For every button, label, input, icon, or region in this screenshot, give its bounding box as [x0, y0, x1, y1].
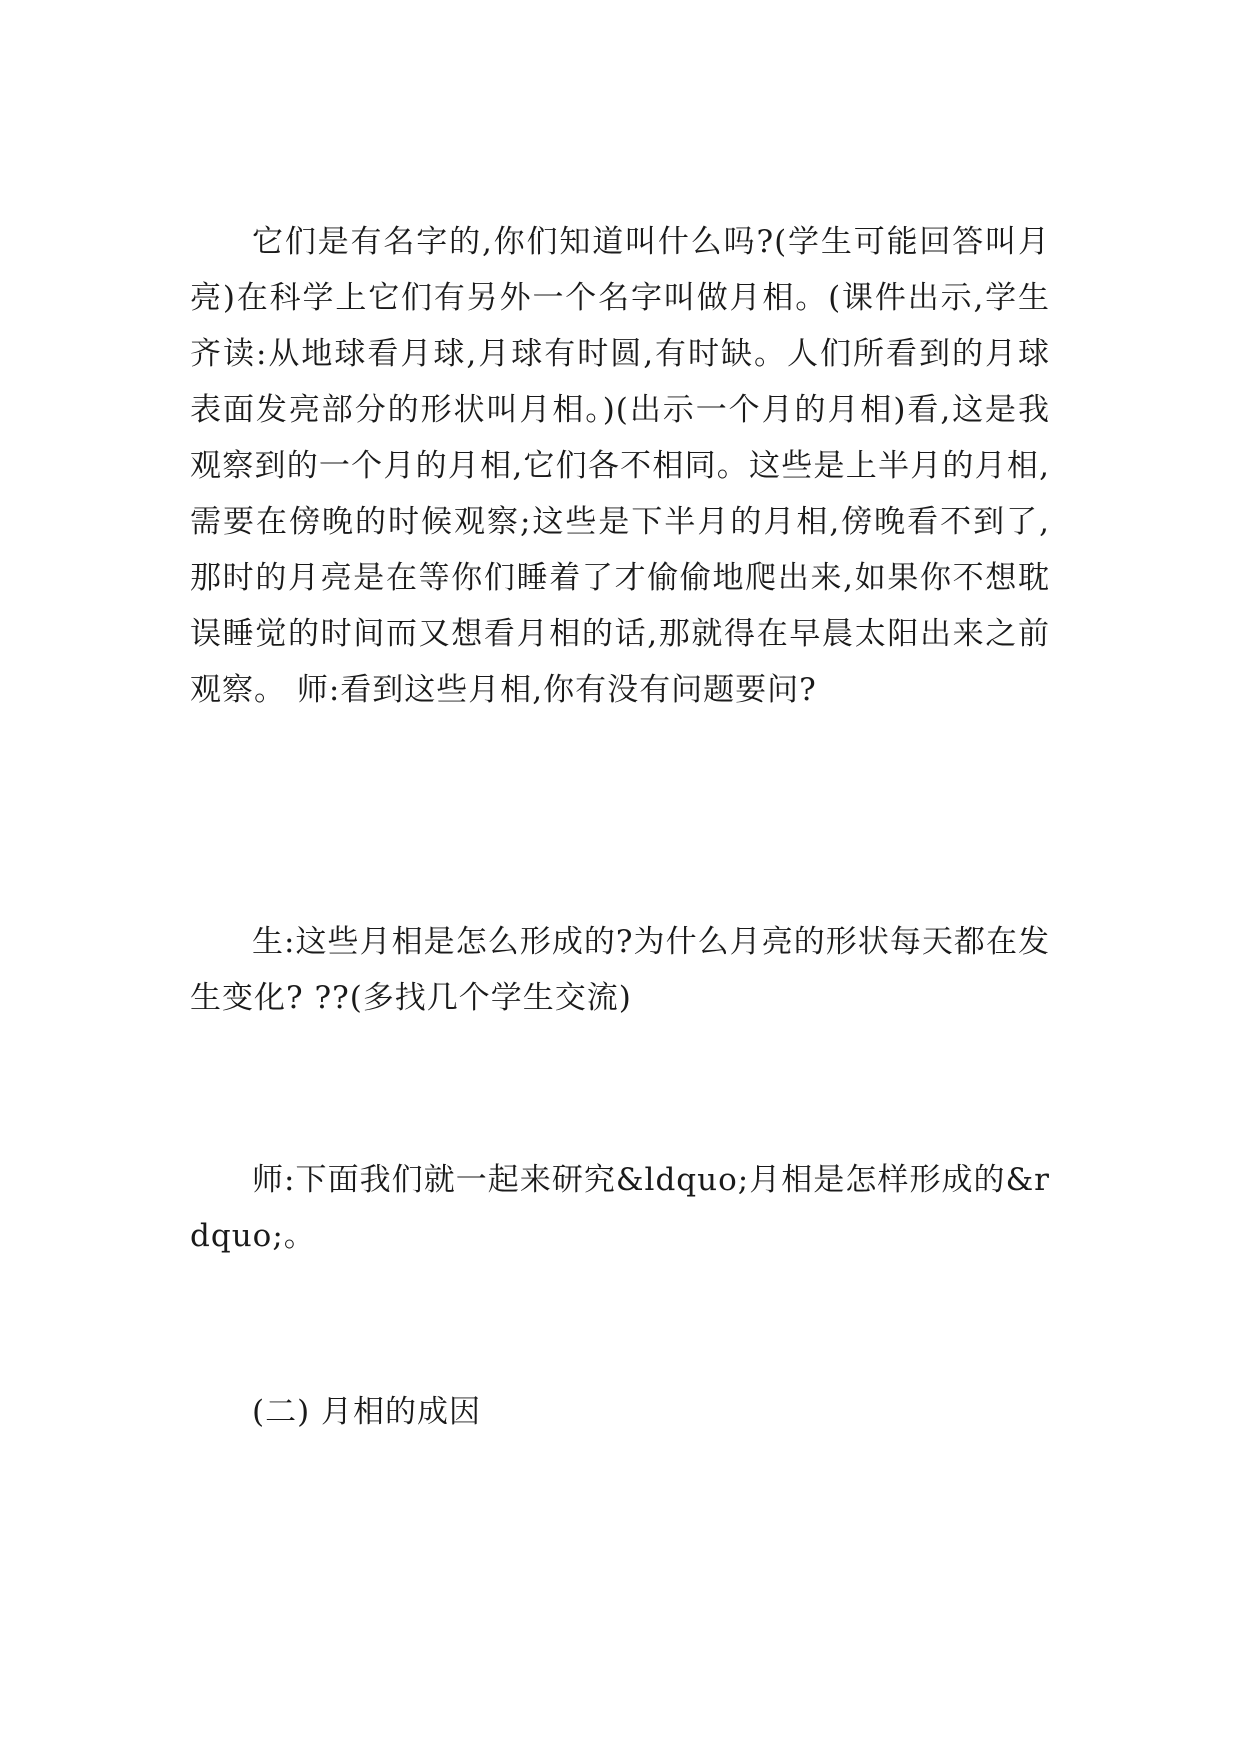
paragraph-student-question: 生:这些月相是怎么形成的?为什么月亮的形状每天都在发生变化? ??(多找几个学生交流) [190, 924, 1050, 1016]
section-heading-moon-phase-causes: (二) 月相的成因 [252, 1394, 482, 1430]
paragraph-teacher-research: 师:下面我们就一起来研究&ldquo;月相是怎样形成的&rdquo;。 [190, 1162, 1050, 1254]
paragraph-moon-phase-intro: 它们是有名字的,你们知道叫什么吗?(学生可能回答叫月亮)在科学上它们有另外一个名字叫做月相。(课件出示,学生齐读:从地球看月球,月球有时圆,有时缺。人们所看到的月球表面发亮部分的形状叫月相。)(出示一个月的月相)看,这是我观察到的一个月的月相,它们各不相同。这些是上半月的月相,需要在傍晚的时候观察;这些是下半月的月相,傍晚看不到了,那时的月亮是在等你们睡着了才偷偷地爬出来,如果你不想耽误睡觉的时间而又想看月相的话,那就得在早晨太阳出来之前观察。 师:看到这些月相,你有没有问题要问? [190, 224, 1050, 708]
